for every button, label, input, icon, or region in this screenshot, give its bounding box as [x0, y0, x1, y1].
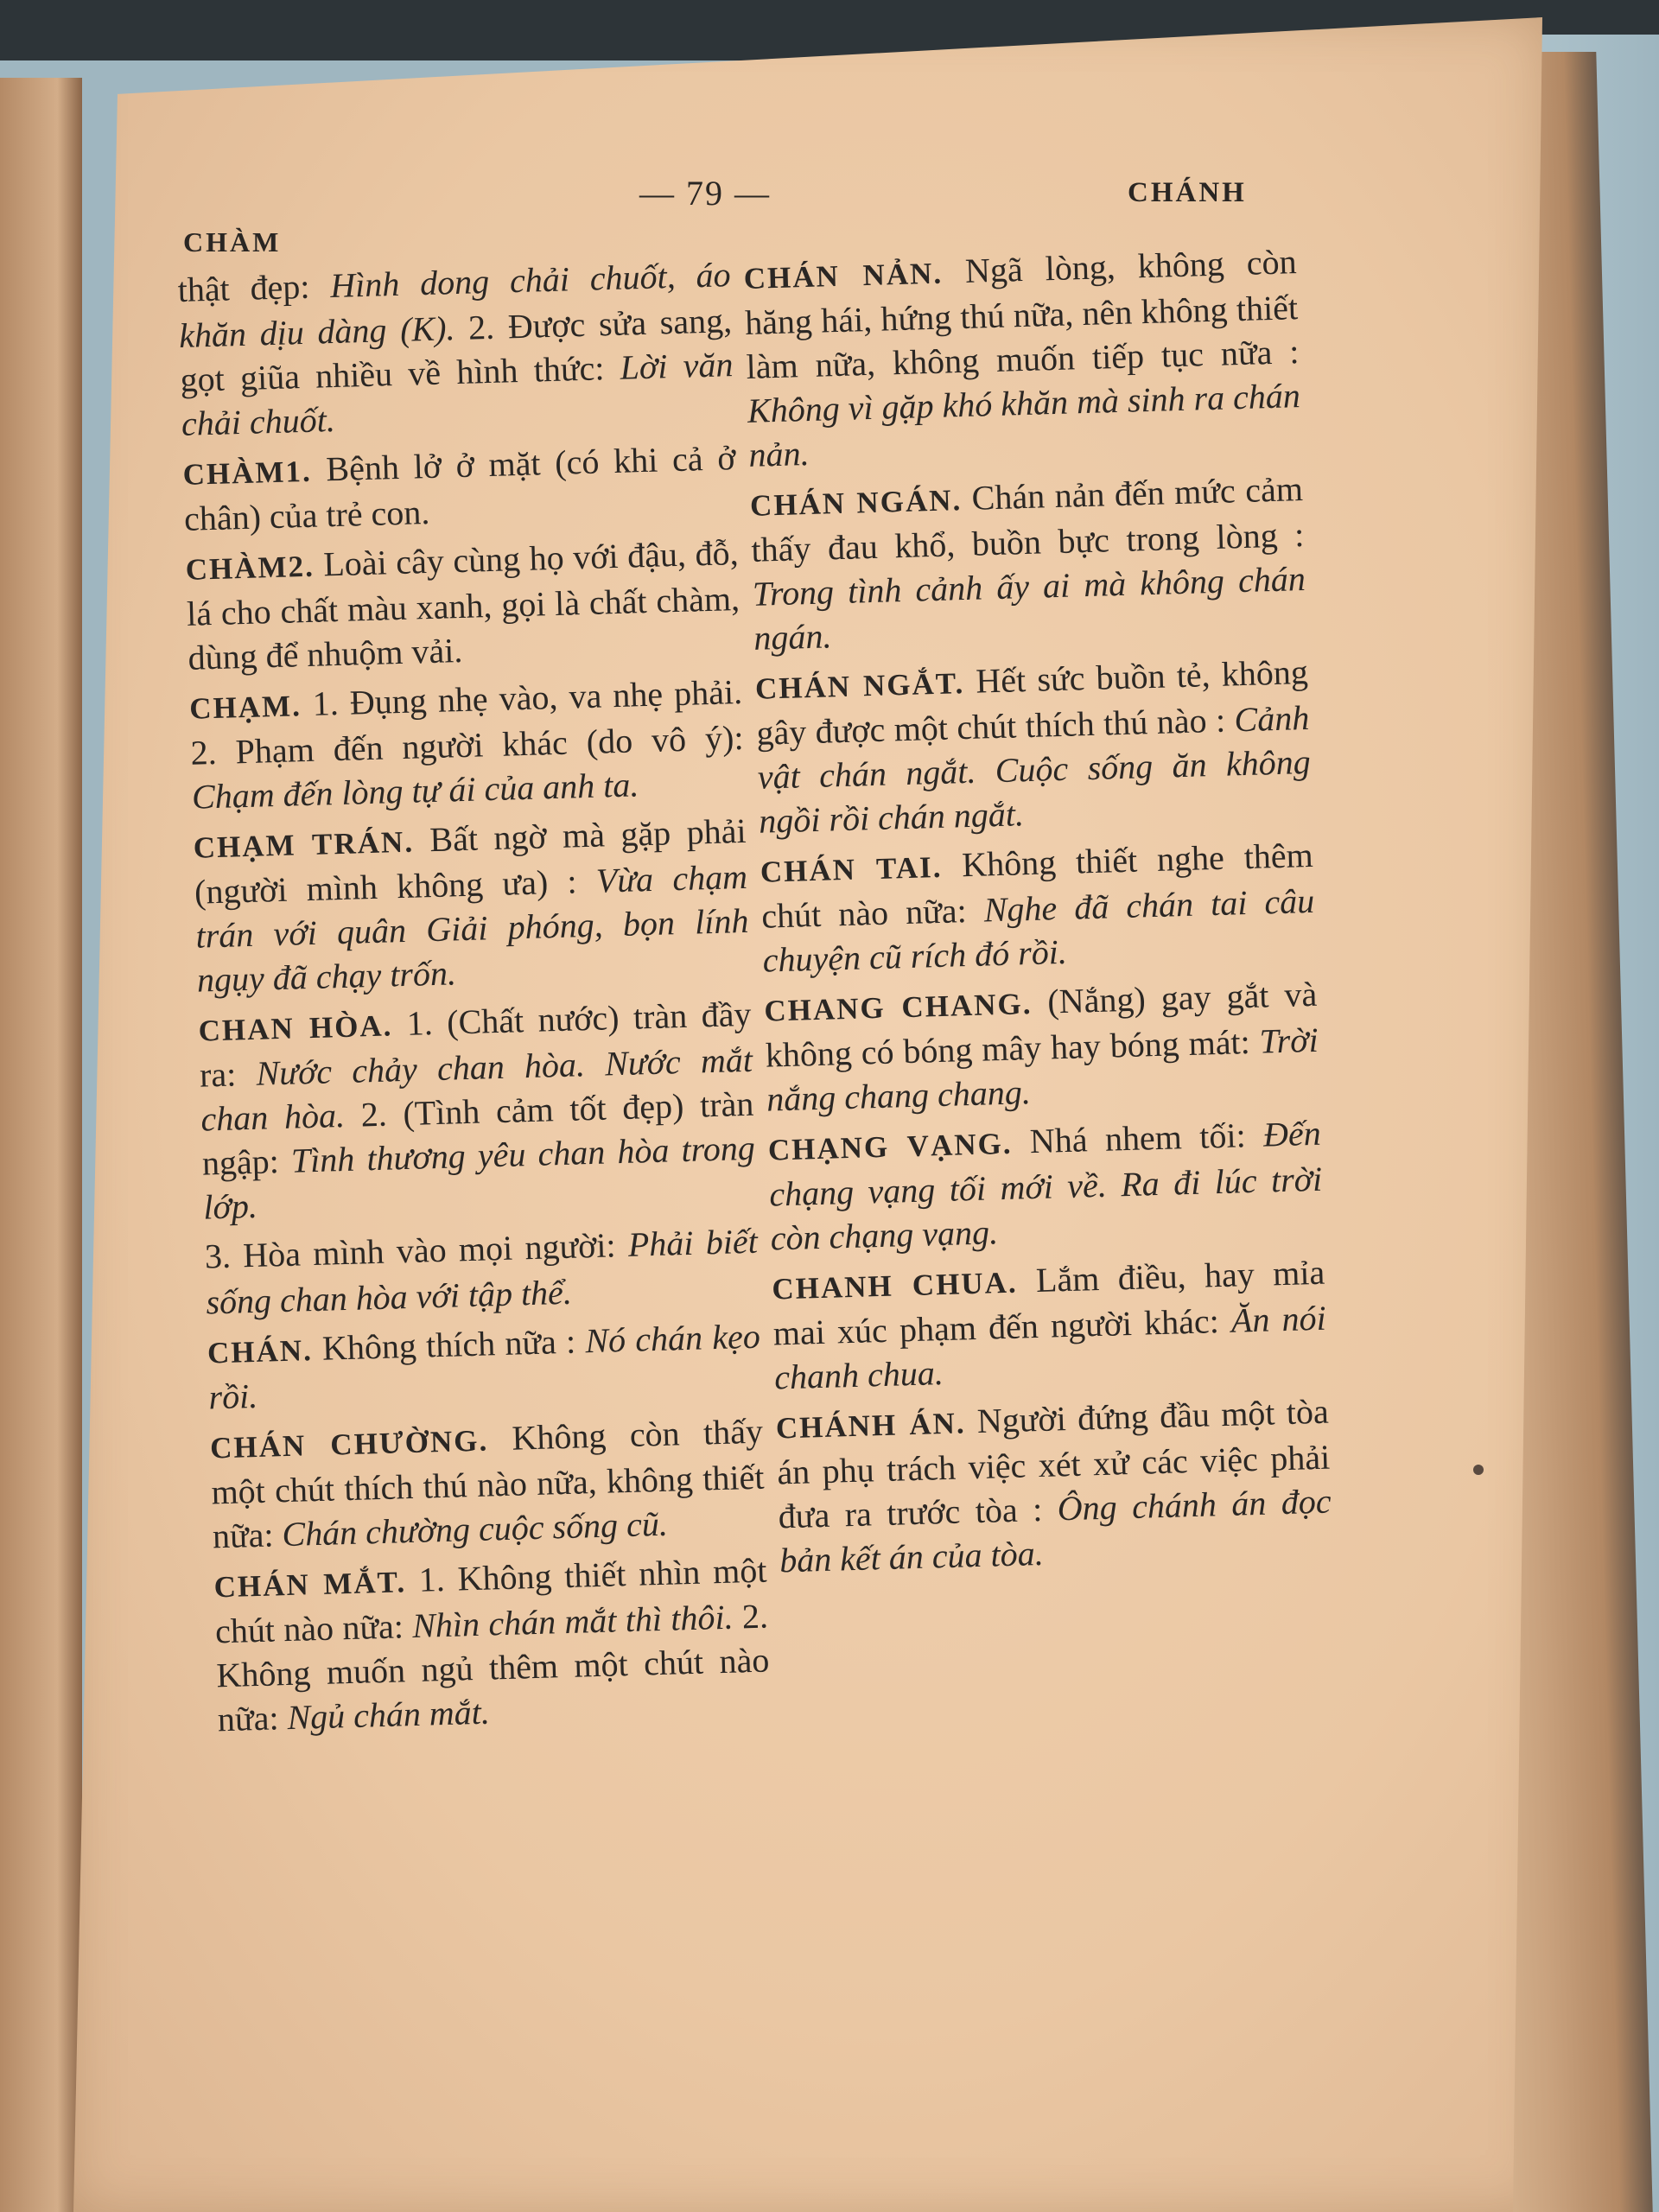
entry-headword: CHANH CHUA.	[771, 1265, 1019, 1306]
entry-definition: 1. (Chất nước) tràn đầy ra:	[199, 994, 752, 1095]
entry-headword: CHÁN NGẮT.	[754, 666, 965, 706]
dictionary-entry	[775, 1389, 1333, 1583]
dictionary-entry	[207, 1314, 762, 1420]
entry-headword: CHÁN.	[207, 1333, 314, 1370]
entry-definition: Loài cây cùng họ với đậu, đỗ, lá cho chất màu xanh, gọi là chất chàm, dùng để nhuộm vải.	[186, 533, 741, 677]
entry-example: Trong tình cảnh ấy ai mà không chán ngán.	[752, 558, 1306, 658]
entry-definition: Không thích nữa :	[312, 1321, 587, 1369]
right-column	[743, 239, 1333, 1587]
entry-definition: Chán nản đến mức cảm thấy đau khổ, buồn bực trong lòng :	[750, 469, 1305, 569]
dictionary-entry	[772, 1250, 1328, 1400]
entry-example: Phải biết sống chan hòa với tập thể.	[205, 1221, 759, 1322]
dictionary-entry	[749, 467, 1307, 660]
entry-definition: Bệnh lở ở mặt (có khi cả ở chân) của trẻ con.	[183, 438, 737, 538]
entry-example: Vừa chạm trán với quân Giải phóng, bọn lính ngụy đã chạy trốn.	[194, 856, 749, 1000]
dictionary-entry	[182, 435, 738, 541]
entry-definition: 3. Hòa mình vào mọi người:	[204, 1224, 629, 1276]
entry-definition: Lắm điều, hay mỉa mai xúc phạm đến người khác:	[772, 1252, 1325, 1353]
entry-example: Nghe đã chán tai câu chuyện cũ rích đó rồi.	[762, 880, 1315, 980]
dictionary-entry	[760, 833, 1316, 982]
entry-definition: Không còn thấy một chút thích thú nào nữa, không thiết nữa:	[210, 1411, 765, 1556]
entry-definition: Bất ngờ mà gặp phải (người mình không ưa) :	[194, 810, 747, 912]
dictionary-entry	[185, 531, 741, 680]
entry-definition: (Nắng) gay gắt và không có bóng mây hay bóng mát:	[765, 974, 1318, 1075]
dictionary-entry	[188, 670, 745, 819]
entry-headword: CHANG CHANG.	[763, 987, 1033, 1028]
entry-example: Chán chường cuộc sống cũ.	[281, 1503, 669, 1554]
entry-example: Không vì gặp khó khăn mà sinh ra chán nản.	[747, 376, 1301, 474]
dictionary-entry	[198, 992, 757, 1230]
running-header-left: CHÀM	[183, 226, 282, 257]
entry-headword: CHÀM1.	[182, 454, 313, 492]
entry-definition: Không thiết nghe thêm chút nào nữa:	[760, 835, 1314, 936]
entry-headword: CHÁN CHƯỜNG.	[209, 1423, 489, 1465]
entry-example: Hình dong chải chuốt, áo khăn dịu dàng (K).	[178, 255, 732, 355]
entry-definition: Người đứng đầu một tòa án phụ trách việc xét xử các việc phải đưa ra trước tòa :	[776, 1391, 1331, 1536]
dictionary-entry	[743, 239, 1302, 477]
entry-example: Nhìn chán mắt thì thôi.	[411, 1597, 734, 1646]
dictionary-entry	[193, 809, 751, 1002]
dictionary-entry	[209, 1409, 766, 1559]
running-header-right: CHÁNH	[1128, 177, 1247, 208]
dictionary-entry	[764, 972, 1320, 1122]
entry-headword: CHẠM TRÁN.	[193, 824, 415, 865]
entry-example: Cảnh vật chán ngắt. Cuộc sống ăn không ngồi rồi chán ngắt.	[757, 697, 1312, 841]
dictionary-entry	[204, 1219, 760, 1325]
entry-headword: CHẠNG VẠNG.	[767, 1126, 1014, 1167]
entry-headword: CHẠM.	[188, 689, 302, 726]
entry-definition: Ngã lòng, không còn hăng hái, hứng thú nữa, nên không thiết làm nữa, không muốn tiếp tục nữa :	[744, 242, 1300, 386]
entry-example: Nó chán kẹo rồi.	[207, 1316, 761, 1417]
entry-headword: CHÁN MẮT.	[213, 1565, 407, 1605]
entry-headword: CHÁN NGÁN.	[749, 483, 963, 523]
entry-example-continued: Lời văn chải chuốt.	[181, 345, 734, 443]
dictionary-entry	[177, 252, 735, 446]
entry-definition: thật đẹp:	[177, 266, 331, 309]
entry-example: Trời nắng chang chang.	[766, 1020, 1319, 1119]
entry-definition: 1. Đụng nhẹ vào, va nhẹ phải. 2. Phạm đến người khác (do vô ý):	[190, 671, 745, 772]
page-number: — 79 —	[639, 174, 771, 213]
entry-definition: Hết sức buồn tẻ, không gây được một chút thích thú nào :	[755, 652, 1309, 753]
entry-definition-continued: 2. Không muốn ngủ thêm một chút nào nữa:	[215, 1596, 770, 1739]
entry-example: Chạm đến lòng tự ái của anh ta.	[191, 765, 639, 817]
dictionary-entry	[767, 1111, 1324, 1261]
entry-example: Ăn nói chanh chua.	[773, 1298, 1327, 1397]
entry-headword: CHÁN NẢN.	[743, 256, 944, 296]
dictionary-entry	[213, 1548, 772, 1742]
entry-headword: CHÁN TAI.	[760, 849, 943, 889]
facing-page-edge	[0, 78, 82, 2212]
entry-headword: CHÁNH ÁN.	[775, 1406, 967, 1446]
entry-example-continued: Tình thương yêu chan hòa trong lớp.	[202, 1128, 756, 1227]
entry-definition: 1. Không thiết nhìn một chút nào nữa:	[214, 1550, 767, 1651]
entry-headword: CHAN HÒA.	[198, 1008, 393, 1048]
entry-definition: Nhá nhem tối:	[1011, 1115, 1264, 1161]
entry-example: Nước chảy chan hòa. Nước mắt chan hòa.	[200, 1039, 753, 1139]
entry-example: Đến chạng vạng tối mới về. Ra đi lúc trời còn chạng vạng.	[768, 1113, 1323, 1258]
entry-example: Ông chánh án đọc bản kết án của tòa.	[779, 1481, 1332, 1580]
dictionary-entry	[754, 650, 1313, 843]
entry-headword: CHÀM2.	[185, 549, 315, 587]
entry-definition-continued: 2. Được sửa sang, gọt giũa nhiều về hình thức:	[179, 301, 733, 399]
ink-spot	[1473, 1465, 1484, 1475]
entry-example-continued: Ngủ chán mắt.	[286, 1692, 491, 1738]
entry-definition-continued: 2. (Tình cảm tốt đẹp) tràn ngập:	[201, 1084, 754, 1183]
left-column	[177, 252, 772, 1746]
